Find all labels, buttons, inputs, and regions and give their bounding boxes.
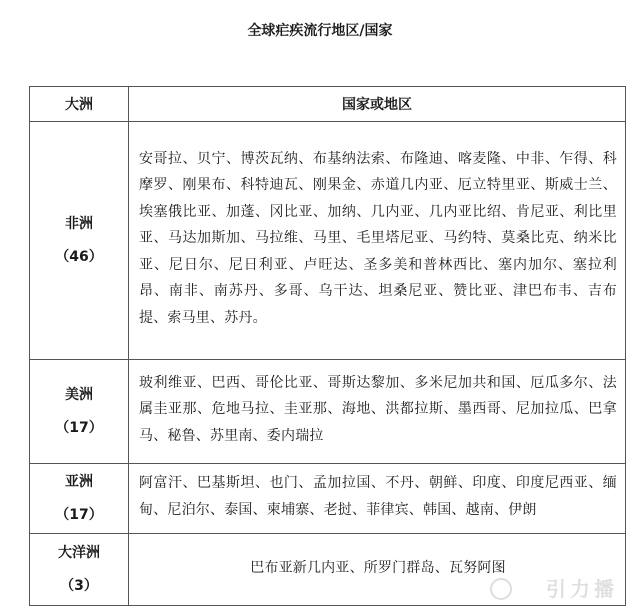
table-row xyxy=(30,534,626,606)
countries-cell: 玻利维亚、巴西、哥伦比亚、哥斯达黎加、多米尼加共和国、厄瓜多尔、法属圭亚那、危地马拉、圭亚那、海地、洪都拉斯、墨西哥、尼加拉瓜、巴拿马、秘鲁、苏里南、委内瑞拉 xyxy=(129,360,626,464)
region-cell xyxy=(30,464,129,534)
table-row xyxy=(30,122,626,360)
region-count: （17） xyxy=(55,506,103,523)
region-cell xyxy=(30,360,129,464)
region-count: （46） xyxy=(55,248,103,265)
table-row xyxy=(30,464,626,534)
watermark-logo-icon xyxy=(490,578,512,600)
region-count: （17） xyxy=(55,419,103,436)
region-name: 亚洲 xyxy=(65,473,93,490)
region-name: 大洋洲 xyxy=(58,544,100,561)
watermark: 引力播 xyxy=(546,577,618,601)
region-count: （3） xyxy=(60,577,98,594)
region-name: 美洲 xyxy=(65,386,93,403)
header-continent: 大洲 xyxy=(30,87,129,122)
countries-cell: 安哥拉、贝宁、博茨瓦纳、布基纳法索、布隆迪、喀麦隆、中非、乍得、科摩罗、刚果布、科特迪瓦、刚果金、赤道几内亚、厄立特里亚、斯威士兰、埃塞俄比亚、加蓬、冈比亚、加纳、几内亚、几内亚比绍、肯尼亚、利比里亚、马达加斯加、马拉维、马里、毛里塔尼亚、马约特、莫桑比克、纳米比亚、尼日尔、尼日利亚、卢旺达、圣多美和普林西比、塞内加尔、塞拉利昂、南非、南苏丹、多哥、乌干达、坦桑尼亚、赞比亚、津巴布韦、吉布提、索马里、苏丹。 xyxy=(129,122,626,360)
header-countries: 国家或地区 xyxy=(129,87,626,122)
region-name: 非洲 xyxy=(65,215,93,232)
countries-cell: 阿富汗、巴基斯坦、也门、孟加拉国、不丹、朝鲜、印度、印度尼西亚、缅甸、尼泊尔、泰国、柬埔寨、老挝、菲律宾、韩国、越南、伊朗 xyxy=(129,464,626,534)
table-row xyxy=(30,360,626,464)
region-cell xyxy=(30,122,129,360)
table-header-row xyxy=(30,87,626,122)
malaria-regions-table xyxy=(29,86,626,606)
page-title: 全球疟疾流行地区/国家 xyxy=(247,23,393,39)
countries-cell: 巴布亚新几内亚、所罗门群岛、瓦努阿图 xyxy=(129,534,626,606)
region-cell xyxy=(30,534,129,606)
